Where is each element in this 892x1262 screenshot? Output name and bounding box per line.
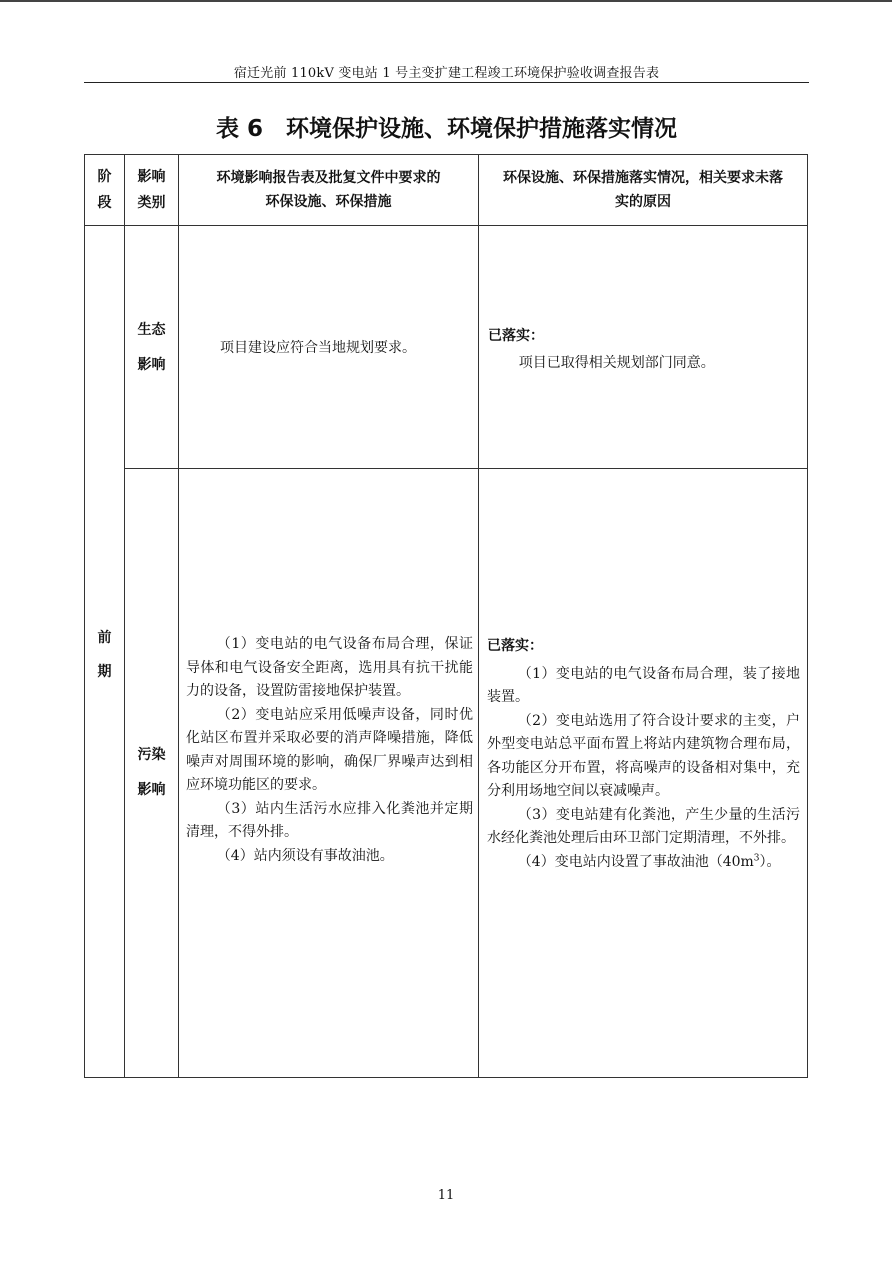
row-ecology-type-line2: 影响: [137, 357, 166, 373]
header-requirements-line2: 环保设施、环保措施: [265, 193, 392, 210]
row-pollution-type-line1: 污染: [137, 747, 166, 763]
header-implementation-line2: 实的原因: [615, 193, 671, 210]
running-head: 宿迁光前 110kV 变电站 1 号主变扩建工程竣工环境保护验收调查报告表: [233, 66, 660, 81]
top-border-rule: [0, 0, 892, 2]
stage-cell: [85, 621, 124, 689]
header-row-divider: [85, 225, 807, 226]
row-pollution-implementation-4-superscript: 3: [753, 852, 760, 863]
row-ecology-requirement: 项目建设应符合当地规划要求。: [220, 340, 416, 356]
row-ecology-type-line1: 生态: [137, 322, 166, 338]
row-ecology-implementation: [488, 325, 798, 375]
row-pollution-requirement-2: （2）变电站应采用低噪声设备，同时优化站区布置并采取必要的消声降噪措施，降低噪声对周围环境的影响，确保厂界噪声达到相应环境功能区的要求。: [186, 706, 473, 793]
header-stage: [85, 155, 124, 225]
page-number: 11: [437, 1188, 455, 1203]
row-pollution-type-line2: 影响: [137, 782, 166, 798]
stage-line1: 前: [97, 630, 112, 646]
header-impact-type-line2: 类别: [137, 195, 166, 211]
header-requirements-line1: 环境影响报告表及批复文件中要求的: [216, 170, 441, 186]
stage-line2: 期: [97, 664, 112, 680]
running-head-rule: [84, 82, 809, 83]
table-title: 表 6 环境保护设施、环境保护措施落实情况: [215, 116, 677, 142]
column-divider-type: [178, 155, 179, 1077]
row-pollution-status: 已落实：: [487, 638, 543, 654]
column-divider-requirement: [478, 155, 479, 1077]
row-divider-ecology: [124, 468, 807, 469]
row-pollution-requirement-4: （4）站内须设有事故油池。: [216, 847, 394, 864]
row-pollution-implementation-4-end: ）。: [759, 853, 781, 870]
header-impact-type-line1: 影响: [137, 169, 166, 185]
row-pollution-implementation-4-text: （4）变电站内设置了事故油池（40m: [517, 853, 754, 870]
implementation-table: [84, 154, 808, 1078]
header-implementation-line1: 环保设施、环保措施落实情况，相关要求未落: [503, 170, 783, 186]
header-stage-line2: 段: [97, 195, 112, 211]
row-pollution-requirement-1: （1）变电站的电气设备布局合理，保证导体和电气设备安全距离，选用具有抗干扰能力的设备，设置防雷接地保护装置。: [186, 636, 473, 699]
header-impact-type: [125, 155, 178, 225]
header-implementation: [479, 155, 807, 225]
row-ecology-implementation-text: 项目已取得相关规划部门同意。: [518, 354, 715, 371]
row-pollution-implementation-3: （3）变电站建有化粪池，产生少量的生活污水经化粪池处理后由环卫部门定期清理，不外排。: [487, 806, 800, 846]
row-pollution-implementation-4: [487, 851, 800, 875]
row-ecology-type: [125, 313, 178, 383]
header-requirements: [179, 155, 478, 225]
row-pollution-requirements: [186, 633, 473, 868]
row-pollution-type: [125, 738, 178, 808]
column-divider-stage: [124, 155, 125, 1077]
row-pollution-implementation-2: （2）变电站选用了符合设计要求的主变，户外型变电站总平面布置上将站内建筑物合理布局，各功能区分开布置，将高噪声的设备相对集中，充分利用场地空间以衰减噪声。: [487, 712, 800, 799]
row-ecology-status: 已落实：: [488, 328, 544, 344]
header-stage-line1: 阶: [97, 169, 112, 185]
row-pollution-implementation: [487, 635, 800, 874]
row-pollution-implementation-1: （1）变电站的电气设备布局合理，装了接地装置。: [487, 665, 800, 705]
row-pollution-requirement-3: （3）站内生活污水应排入化粪池并定期清理，不得外排。: [186, 800, 473, 840]
